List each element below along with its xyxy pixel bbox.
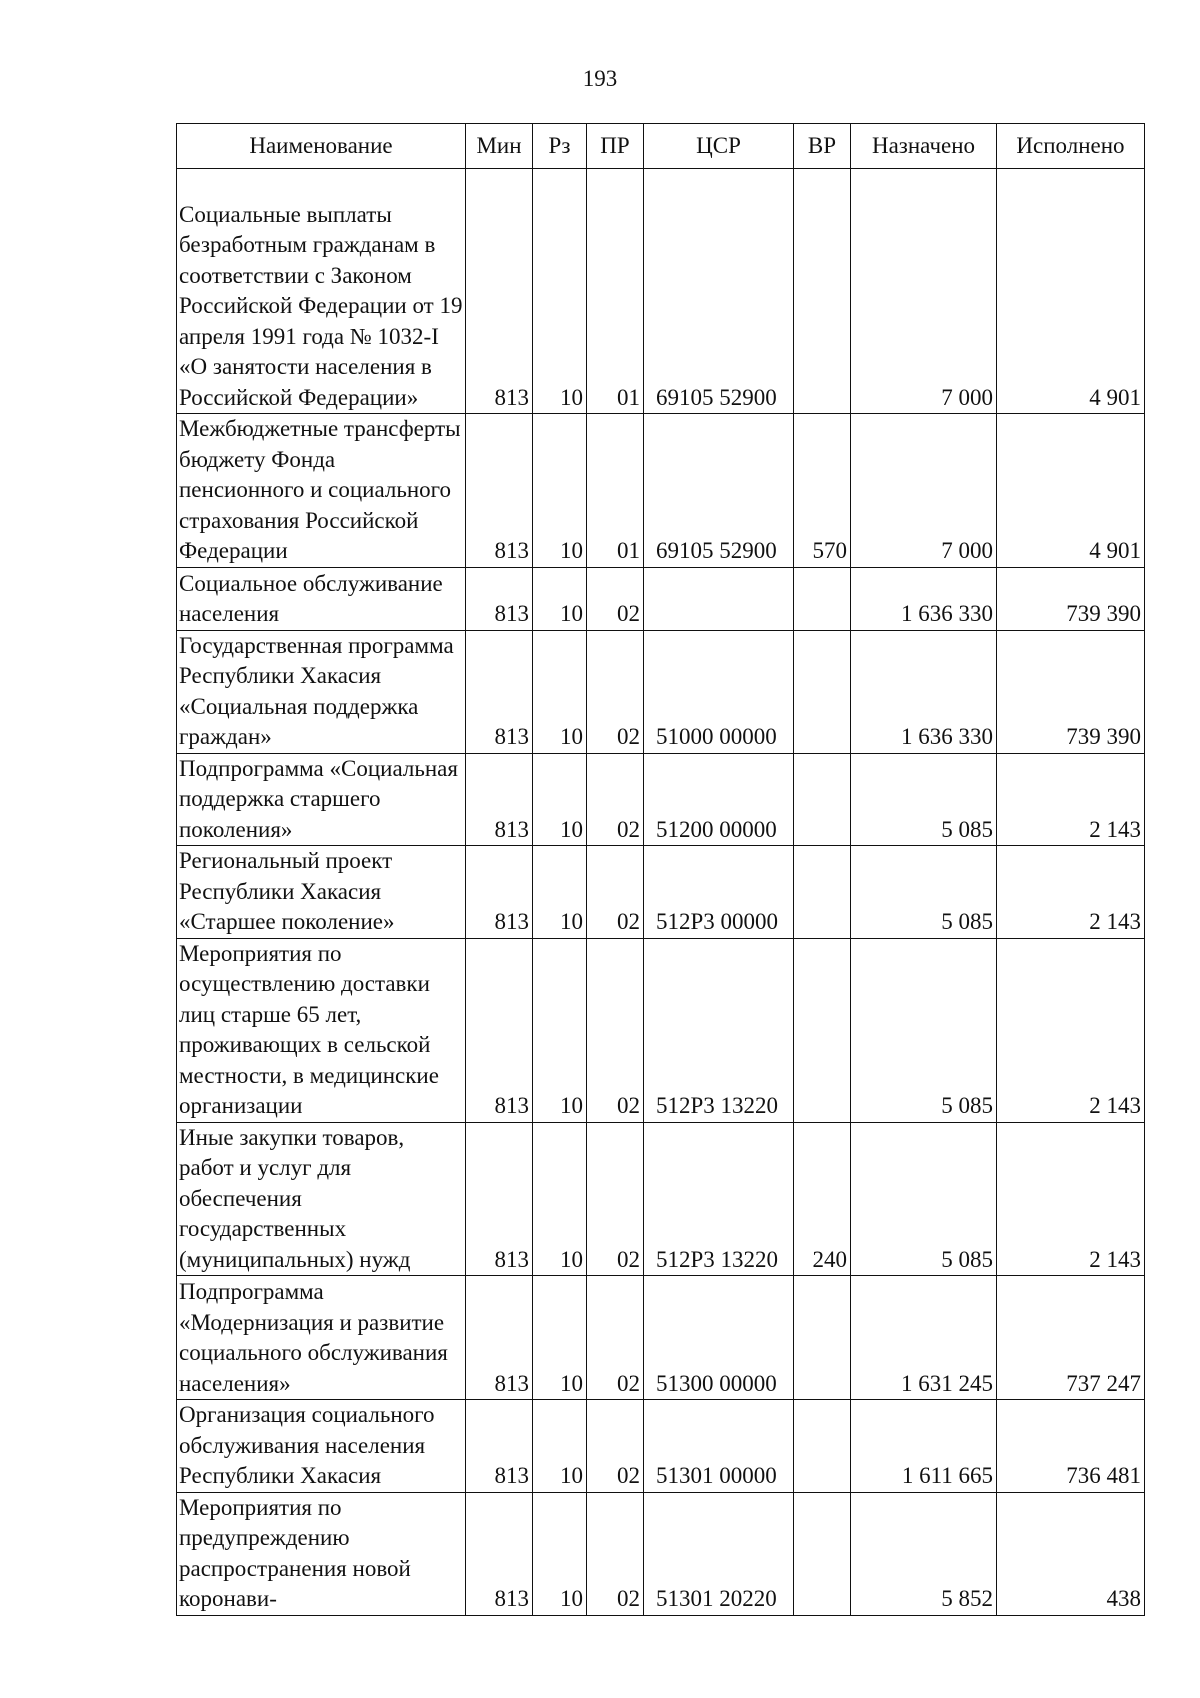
row-min: 813 <box>466 1122 533 1276</box>
row-rz: 10 <box>533 567 587 630</box>
header-min: Мин <box>466 124 533 169</box>
row-vr: 240 <box>794 1122 851 1276</box>
header-name: Наименование <box>177 124 466 169</box>
row-vr <box>794 169 851 414</box>
table-row <box>177 414 1145 568</box>
row-min: 813 <box>466 1400 533 1493</box>
row-assigned: 1 636 330 <box>851 630 997 753</box>
row-pr: 02 <box>587 846 644 939</box>
row-executed: 739 390 <box>997 630 1145 753</box>
table-row <box>177 1276 1145 1400</box>
row-vr <box>794 753 851 846</box>
table-row <box>177 1400 1145 1493</box>
row-assigned: 5 085 <box>851 846 997 939</box>
row-vr <box>794 846 851 939</box>
row-min: 813 <box>466 753 533 846</box>
row-assigned: 7 000 <box>851 169 997 414</box>
table-row <box>177 753 1145 846</box>
row-csr <box>644 567 794 630</box>
row-pr: 01 <box>587 169 644 414</box>
row-rz: 10 <box>533 1400 587 1493</box>
row-executed: 2 143 <box>997 846 1145 939</box>
row-rz: 10 <box>533 1492 587 1615</box>
table-row <box>177 169 1145 414</box>
table-row <box>177 567 1145 630</box>
table-header-row <box>177 124 1145 169</box>
row-rz: 10 <box>533 630 587 753</box>
row-csr: 51301 20220 <box>644 1492 794 1615</box>
row-vr <box>794 567 851 630</box>
row-csr: 512P3 00000 <box>644 846 794 939</box>
row-executed: 736 481 <box>997 1400 1145 1493</box>
row-name: Мероприятия по предупреждению распространения новой коронави- <box>177 1492 466 1615</box>
row-csr: 512P3 13220 <box>644 1122 794 1276</box>
row-csr: 51200 00000 <box>644 753 794 846</box>
row-name: Государственная программа Республики Хакасия «Социальная поддержка граждан» <box>177 630 466 753</box>
header-rz: Рз <box>533 124 587 169</box>
row-csr: 51300 00000 <box>644 1276 794 1400</box>
row-min: 813 <box>466 630 533 753</box>
header-vr: ВР <box>794 124 851 169</box>
row-csr: 51000 00000 <box>644 630 794 753</box>
row-pr: 02 <box>587 630 644 753</box>
row-name: Социальное обслуживание населения <box>177 567 466 630</box>
row-name: Организация социального обслуживания населения Республики Хакасия <box>177 1400 466 1493</box>
row-pr: 02 <box>587 938 644 1122</box>
row-executed: 2 143 <box>997 1122 1145 1276</box>
row-pr: 02 <box>587 567 644 630</box>
row-vr <box>794 1492 851 1615</box>
row-vr <box>794 1400 851 1493</box>
row-executed: 438 <box>997 1492 1145 1615</box>
table-row <box>177 630 1145 753</box>
row-pr: 02 <box>587 1122 644 1276</box>
row-csr: 69105 52900 <box>644 414 794 568</box>
table-row <box>177 1122 1145 1276</box>
row-assigned: 1 631 245 <box>851 1276 997 1400</box>
row-assigned: 5 085 <box>851 938 997 1122</box>
row-pr: 01 <box>587 414 644 568</box>
row-rz: 10 <box>533 414 587 568</box>
row-min: 813 <box>466 1492 533 1615</box>
row-name: Социальные выплаты безработным гражданам в соответствии с Законом Российской Федерации от 19 апреля 1991 года № 1032-I «О занятости населения в Российской Федерации» <box>177 169 466 414</box>
row-assigned: 5 852 <box>851 1492 997 1615</box>
row-assigned: 5 085 <box>851 1122 997 1276</box>
row-min: 813 <box>466 1276 533 1400</box>
header-csr: ЦСР <box>644 124 794 169</box>
row-executed: 739 390 <box>997 567 1145 630</box>
row-pr: 02 <box>587 1400 644 1493</box>
row-rz: 10 <box>533 169 587 414</box>
row-pr: 02 <box>587 753 644 846</box>
table-row <box>177 846 1145 939</box>
row-rz: 10 <box>533 846 587 939</box>
header-assigned: Назначено <box>851 124 997 169</box>
row-pr: 02 <box>587 1492 644 1615</box>
row-min: 813 <box>466 938 533 1122</box>
row-min: 813 <box>466 846 533 939</box>
row-name: Межбюджетные трансферты бюджету Фонда пенсионного и социального страхования Российской Федерации <box>177 414 466 568</box>
row-assigned: 7 000 <box>851 414 997 568</box>
row-csr: 69105 52900 <box>644 169 794 414</box>
row-rz: 10 <box>533 1122 587 1276</box>
row-rz: 10 <box>533 1276 587 1400</box>
page-number: 193 <box>582 66 618 91</box>
row-assigned: 1 636 330 <box>851 567 997 630</box>
row-min: 813 <box>466 169 533 414</box>
row-executed: 2 143 <box>997 753 1145 846</box>
header-pr: ПР <box>587 124 644 169</box>
table-row <box>177 1492 1145 1615</box>
row-csr: 512P3 13220 <box>644 938 794 1122</box>
row-name: Подпрограмма «Социальная поддержка старшего поколения» <box>177 753 466 846</box>
row-pr: 02 <box>587 1276 644 1400</box>
row-csr: 51301 00000 <box>644 1400 794 1493</box>
row-executed: 737 247 <box>997 1276 1145 1400</box>
row-executed: 2 143 <box>997 938 1145 1122</box>
row-vr <box>794 630 851 753</box>
row-name: Подпрограмма «Модернизация и развитие социального обслуживания населения» <box>177 1276 466 1400</box>
row-min: 813 <box>466 414 533 568</box>
header-executed: Исполнено <box>997 124 1145 169</box>
row-vr <box>794 938 851 1122</box>
row-vr <box>794 1276 851 1400</box>
row-assigned: 5 085 <box>851 753 997 846</box>
row-rz: 10 <box>533 938 587 1122</box>
row-assigned: 1 611 665 <box>851 1400 997 1493</box>
row-name: Иные закупки товаров, работ и услуг для обеспечения государственных (муниципальных) нужд <box>177 1122 466 1276</box>
row-name: Мероприятия по осуществлению доставки лиц старше 65 лет, проживающих в сельской местности, в медицинские организации <box>177 938 466 1122</box>
row-rz: 10 <box>533 753 587 846</box>
row-min: 813 <box>466 567 533 630</box>
budget-table <box>176 123 1145 1616</box>
row-vr: 570 <box>794 414 851 568</box>
table-row <box>177 938 1145 1122</box>
row-executed: 4 901 <box>997 169 1145 414</box>
row-name: Региональный проект Республики Хакасия «Старшее поколение» <box>177 846 466 939</box>
row-executed: 4 901 <box>997 414 1145 568</box>
